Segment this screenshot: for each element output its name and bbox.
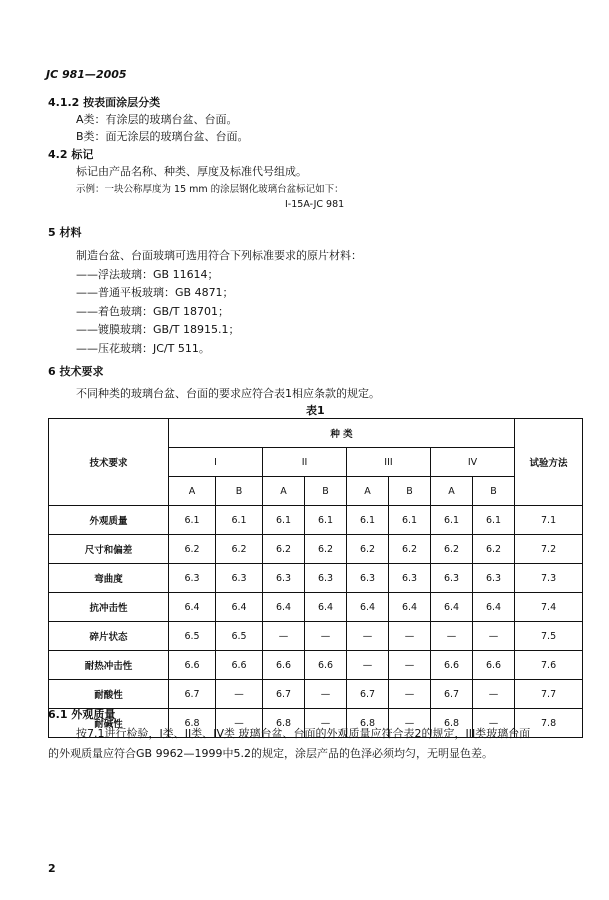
test-method-header: 试验方法 (515, 419, 583, 506)
clause-cell: 6.8 (431, 709, 473, 738)
clause-cell: 6.3 (473, 564, 515, 593)
clause-cell: 6.8 (169, 709, 216, 738)
type-header: II (263, 448, 347, 477)
clause-cell: 6.7 (431, 680, 473, 709)
clause-cell: 6.1 (169, 506, 216, 535)
appearance-text-line-2: 的外观质量应符合GB 9962—1999中5.2的规定，涂层产品的色泽必须均匀，无明显色差。 (48, 747, 494, 760)
clause-cell: — (473, 622, 515, 651)
table-row (49, 506, 583, 535)
clause-cell: — (347, 651, 389, 680)
clause-cell: — (389, 651, 431, 680)
page-number: 2 (48, 862, 56, 875)
marking-text: 标记由产品名称、种类、厚度及标准代号组成。 (76, 165, 307, 178)
marking-code: I-15A-JC 981 (285, 199, 345, 210)
table-row (49, 651, 583, 680)
material-item: ——镀膜玻璃：GB/T 18915.1； (76, 323, 240, 336)
clause-cell: 6.1 (263, 506, 305, 535)
marking-example: 示例：一块公称厚度为 15 mm 的涂层钢化玻璃台盆标记如下： (76, 184, 344, 195)
clause-cell: 6.4 (389, 593, 431, 622)
section-4-2-heading: 4.2 标记 (48, 148, 94, 161)
clause-cell: 6.2 (473, 535, 515, 564)
clause-cell: 6.4 (431, 593, 473, 622)
clause-cell: — (473, 709, 515, 738)
table-row (49, 680, 583, 709)
clause-cell: — (305, 622, 347, 651)
subtype-header: A (263, 477, 305, 506)
clause-cell: — (389, 622, 431, 651)
clause-cell: 6.3 (305, 564, 347, 593)
subtype-header: B (389, 477, 431, 506)
test-method-cell: 7.2 (515, 535, 583, 564)
kind-header: 种 类 (169, 419, 515, 448)
test-method-cell: 7.5 (515, 622, 583, 651)
clause-cell: 6.1 (389, 506, 431, 535)
section-5-heading: 5 材料 (48, 226, 82, 239)
clause-cell: 6.2 (305, 535, 347, 564)
test-method-cell: 7.8 (515, 709, 583, 738)
clause-cell: — (216, 680, 263, 709)
type-header: IV (431, 448, 515, 477)
section-4-1-2-heading: 4.1.2 按表面涂层分类 (48, 96, 161, 109)
clause-cell: — (431, 622, 473, 651)
clause-cell: 6.2 (347, 535, 389, 564)
requirement-label: 弯曲度 (49, 564, 169, 593)
clause-cell: 6.4 (216, 593, 263, 622)
clause-cell: — (216, 709, 263, 738)
clause-cell: — (263, 622, 305, 651)
test-method-cell: 7.7 (515, 680, 583, 709)
table-row (49, 564, 583, 593)
clause-cell: 6.1 (347, 506, 389, 535)
test-method-cell: 7.1 (515, 506, 583, 535)
subtype-header: A (431, 477, 473, 506)
subtype-header: A (169, 477, 216, 506)
clause-cell: 6.1 (216, 506, 263, 535)
subtype-header: B (216, 477, 263, 506)
clause-cell: 6.2 (263, 535, 305, 564)
requirement-label: 耐酸性 (49, 680, 169, 709)
clause-cell: — (347, 622, 389, 651)
subtype-header: B (305, 477, 347, 506)
table-caption: 表1 (306, 404, 325, 417)
clause-cell: — (305, 680, 347, 709)
clause-cell: 6.2 (216, 535, 263, 564)
clause-cell: — (305, 709, 347, 738)
clause-cell: 6.3 (389, 564, 431, 593)
test-method-cell: 7.6 (515, 651, 583, 680)
tech-req-intro: 不同种类的玻璃台盆、台面的要求应符合表1相应条款的规定。 (76, 387, 380, 400)
clause-cell: 6.6 (169, 651, 216, 680)
clause-cell: 6.6 (305, 651, 347, 680)
material-item: ——压花玻璃：JC/T 511。 (76, 342, 210, 355)
table-row (49, 593, 583, 622)
clause-cell: 6.1 (473, 506, 515, 535)
requirements-table (48, 418, 583, 738)
requirement-label: 耐热冲击性 (49, 651, 169, 680)
clause-cell: — (389, 709, 431, 738)
section-6-1-heading: 6.1 外观质量 (48, 708, 116, 721)
materials-intro: 制造台盆、台面玻璃可选用符合下列标准要求的原片材料： (76, 249, 362, 262)
clause-cell: 6.5 (169, 622, 216, 651)
class-a-text: A类：有涂层的玻璃台盆、台面。 (76, 113, 238, 126)
subtype-header: A (347, 477, 389, 506)
clause-cell: 6.6 (216, 651, 263, 680)
clause-cell: 6.4 (473, 593, 515, 622)
clause-cell: 6.6 (473, 651, 515, 680)
clause-cell: 6.4 (263, 593, 305, 622)
clause-cell: 6.6 (431, 651, 473, 680)
requirement-label: 尺寸和偏差 (49, 535, 169, 564)
table-row (49, 622, 583, 651)
clause-cell: 6.8 (347, 709, 389, 738)
clause-cell: — (473, 680, 515, 709)
clause-cell: 6.4 (305, 593, 347, 622)
requirement-label: 抗冲击性 (49, 593, 169, 622)
clause-cell: 6.7 (263, 680, 305, 709)
clause-cell: 6.3 (431, 564, 473, 593)
document-header: JC 981—2005 (46, 68, 127, 81)
clause-cell: 6.3 (216, 564, 263, 593)
clause-cell: 6.6 (263, 651, 305, 680)
requirement-label: 外观质量 (49, 506, 169, 535)
clause-cell: 6.3 (347, 564, 389, 593)
material-item: ——浮法玻璃：GB 11614； (76, 268, 219, 281)
test-method-cell: 7.4 (515, 593, 583, 622)
section-6-heading: 6 技术要求 (48, 365, 104, 378)
clause-cell: 6.3 (263, 564, 305, 593)
type-header: III (347, 448, 431, 477)
clause-cell: 6.3 (169, 564, 216, 593)
requirement-header: 技术要求 (49, 419, 169, 506)
clause-cell: 6.7 (169, 680, 216, 709)
type-header: I (169, 448, 263, 477)
clause-cell: 6.7 (347, 680, 389, 709)
clause-cell: 6.5 (216, 622, 263, 651)
material-item: ——普通平板玻璃：GB 4871； (76, 286, 234, 299)
material-item: ——着色玻璃：GB/T 18701； (76, 305, 229, 318)
requirement-label: 碎片状态 (49, 622, 169, 651)
clause-cell: 6.2 (389, 535, 431, 564)
test-method-cell: 7.3 (515, 564, 583, 593)
appearance-text-line-1: 按7.1进行检验，I类、II类、IV类 玻璃台盆、台面的外观质量应符合表2的规定，III类玻璃台面 (76, 727, 531, 740)
clause-cell: — (389, 680, 431, 709)
requirement-label: 耐碱性 (49, 709, 169, 738)
clause-cell: 6.4 (169, 593, 216, 622)
clause-cell: 6.8 (263, 709, 305, 738)
clause-cell: 6.4 (347, 593, 389, 622)
subtype-header: B (473, 477, 515, 506)
clause-cell: 6.2 (169, 535, 216, 564)
clause-cell: 6.1 (305, 506, 347, 535)
class-b-text: B类：面无涂层的玻璃台盆、台面。 (76, 130, 249, 143)
clause-cell: 6.2 (431, 535, 473, 564)
clause-cell: 6.1 (431, 506, 473, 535)
table-row (49, 535, 583, 564)
